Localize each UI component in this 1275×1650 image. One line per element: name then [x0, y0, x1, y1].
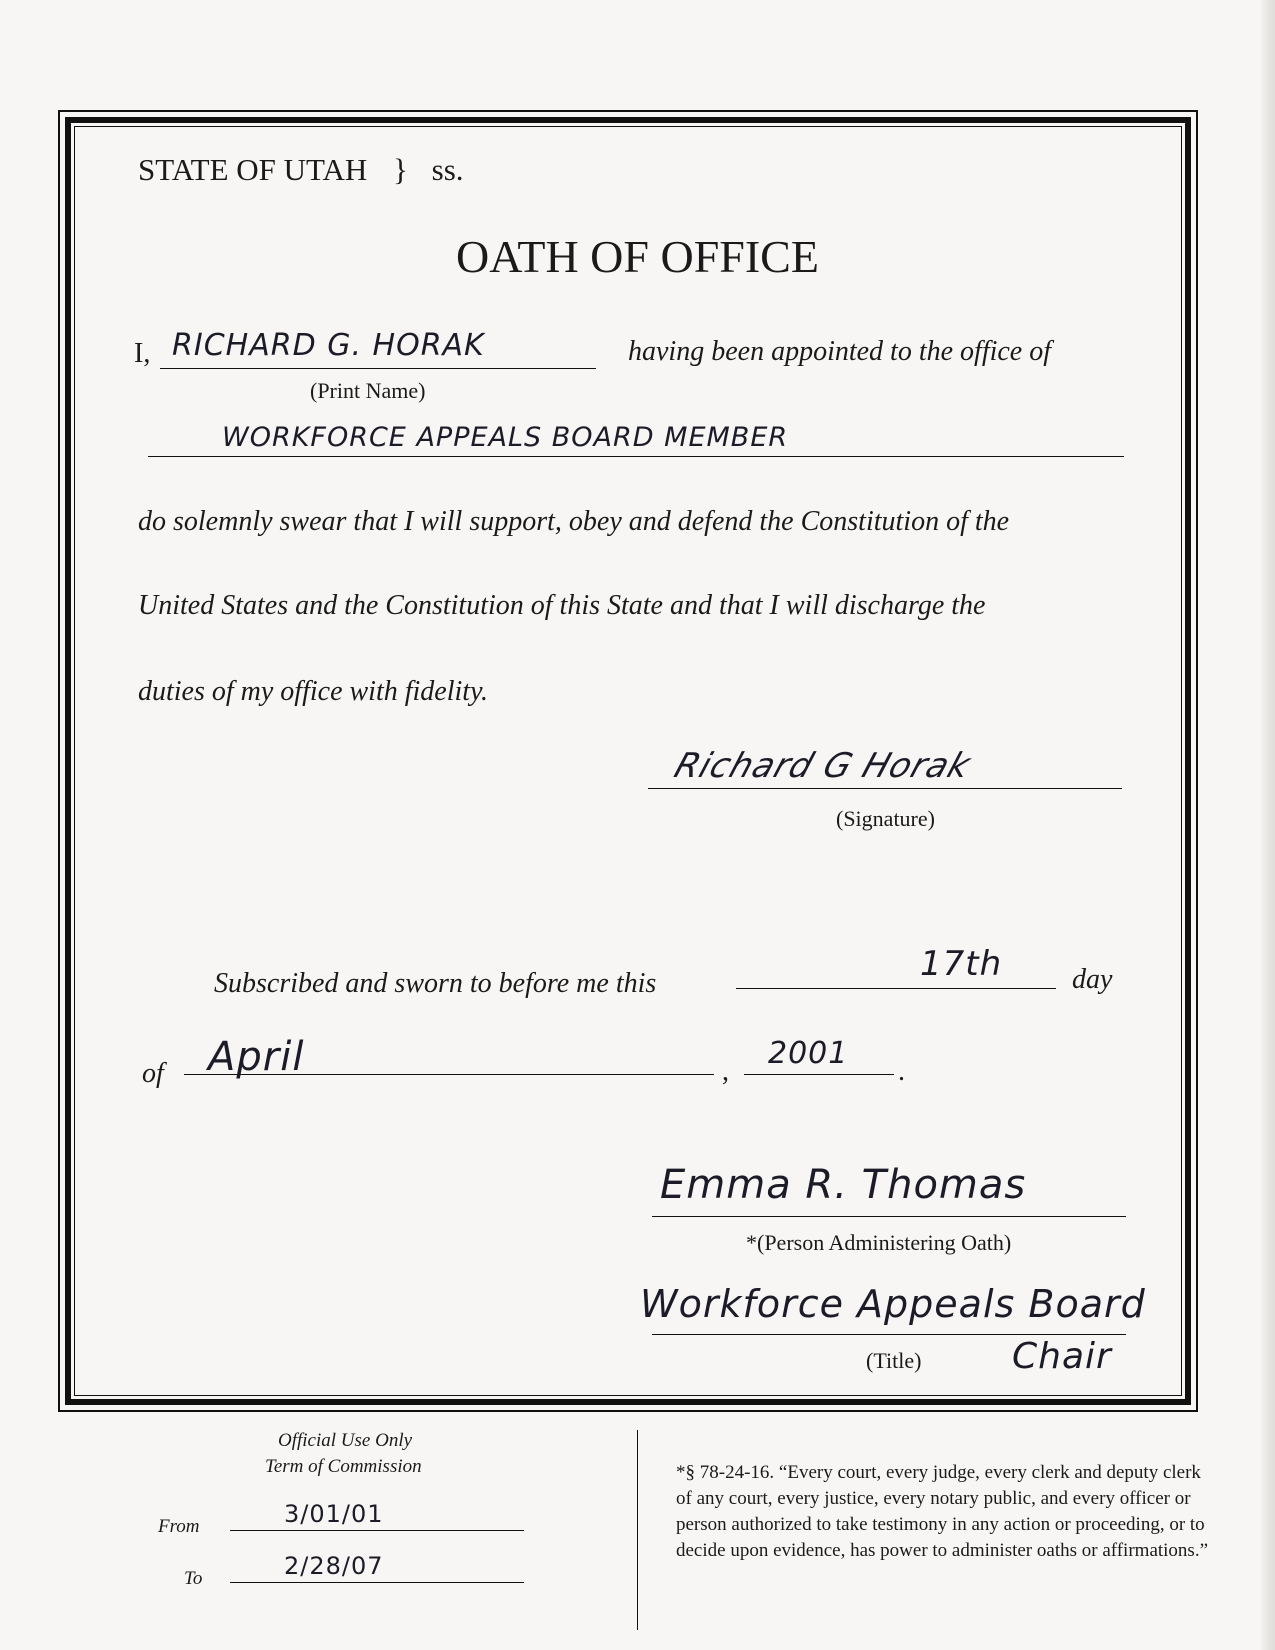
to-value: 2/28/07	[284, 1552, 384, 1580]
title-value-2: Chair	[1012, 1336, 1112, 1377]
print-name-caption: (Print Name)	[310, 378, 426, 403]
day-line	[736, 988, 1056, 989]
oath-line-2: United States and the Constitution of this State and that I will discharge the	[138, 590, 986, 621]
month-value: April	[208, 1034, 305, 1080]
official-use-heading: Official Use Only	[278, 1430, 413, 1451]
term-heading: Term of Commission	[265, 1456, 422, 1477]
day-value: 17th	[920, 944, 1003, 984]
state-heading	[138, 152, 464, 188]
administrator-caption: *(Person Administering Oath)	[746, 1230, 1012, 1255]
of-label: of	[142, 1058, 164, 1089]
to-label: To	[184, 1568, 203, 1589]
footer-divider	[637, 1430, 638, 1630]
to-line	[230, 1582, 524, 1583]
state-name: STATE OF UTAH	[138, 152, 368, 187]
document-title: OATH OF OFFICE	[456, 231, 819, 282]
from-line	[230, 1530, 524, 1531]
signature-value: Richard G Horak	[669, 746, 977, 786]
oath-line-1: do solemnly swear that I will support, obey and defend the Constitution of the	[138, 506, 1010, 537]
administrator-line	[652, 1216, 1126, 1217]
from-label: From	[158, 1516, 200, 1537]
name-value: RICHARD G. HORAK	[172, 328, 485, 363]
brace: }	[393, 152, 408, 187]
title-value: Workforce Appeals Board	[640, 1282, 1146, 1326]
signature-caption: (Signature)	[836, 806, 935, 831]
sworn-text: Subscribed and sworn to before me this	[214, 968, 657, 999]
year-line	[744, 1074, 894, 1075]
title-caption: (Title)	[866, 1348, 922, 1373]
from-value: 3/01/01	[284, 1500, 384, 1528]
title-line	[652, 1334, 1126, 1335]
appointed-text: having been appointed to the office of	[628, 336, 1052, 367]
oath-line-3: duties of my office with fidelity.	[138, 676, 488, 707]
statute-text: *§ 78-24-16. “Every court, every judge, every clerk and deputy clerk of any court, every justice, every notary public, and every officer or person authorized to take testimony in any action or proceeding, or to decide upon evidence, has power to administer oaths or affirmations.”	[676, 1462, 1209, 1561]
signature-line	[648, 788, 1122, 789]
comma: ,	[722, 1056, 729, 1087]
office-line	[148, 456, 1124, 457]
prefix-i: I,	[134, 338, 151, 369]
day-suffix: day	[1072, 964, 1113, 995]
name-line	[160, 368, 596, 369]
year-value: 2001	[768, 1036, 849, 1071]
administrator-value: Emma R. Thomas	[660, 1162, 1027, 1208]
office-value: WORKFORCE APPEALS BOARD MEMBER	[222, 422, 789, 453]
ss-label: ss.	[431, 152, 464, 187]
period: .	[898, 1056, 905, 1087]
